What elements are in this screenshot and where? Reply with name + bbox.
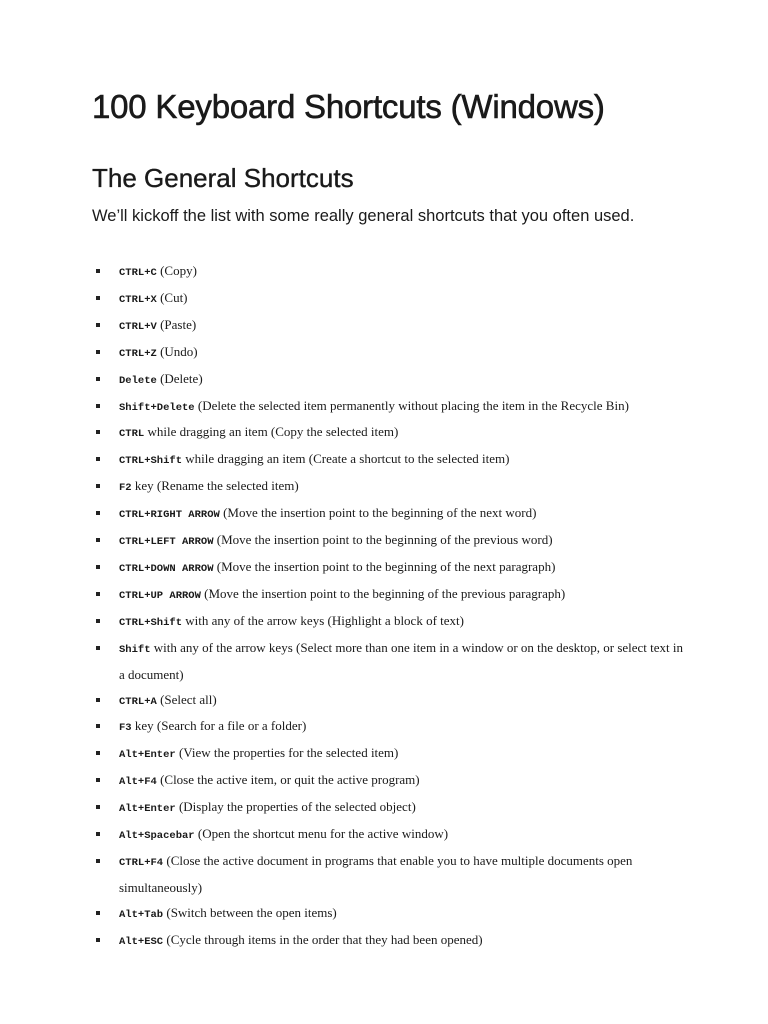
list-item (92, 555, 692, 582)
list-item (92, 609, 692, 636)
list-item (92, 340, 692, 367)
shortcut-key: CTRL+X (119, 293, 157, 306)
shortcut-description: while dragging an item (Copy the selected item) (144, 424, 399, 440)
bullet-icon (96, 859, 100, 863)
list-item (92, 367, 692, 394)
shortcut-description: (Move the insertion point to the beginning of the next paragraph) (213, 558, 556, 574)
shortcut-key: Alt+Enter (119, 749, 176, 762)
shortcut-key: CTRL+RIGHT ARROW (119, 509, 220, 522)
list-item (92, 259, 692, 286)
shortcut-key: Shift+Delete (119, 401, 195, 414)
shortcut-key: CTRL (119, 428, 145, 441)
shortcut-key: CTRL+Shift (119, 616, 183, 629)
bullet-icon (96, 404, 100, 408)
shortcut-key: CTRL+V (119, 320, 157, 333)
shortcut-key: CTRL+UP ARROW (119, 589, 201, 602)
shortcut-key: Alt+Enter (119, 803, 176, 816)
bullet-icon (96, 698, 100, 702)
bullet-icon (96, 751, 100, 755)
list-item (92, 768, 692, 795)
bullet-icon (96, 511, 100, 515)
intro-paragraph: We’ll kickoff the list with some really general shortcuts that you often used. (92, 207, 635, 225)
shortcut-description: key (Rename the selected item) (131, 478, 299, 494)
list-item (92, 501, 692, 528)
bullet-icon (96, 323, 100, 327)
shortcut-description: (Select all) (156, 691, 217, 707)
bullet-icon (96, 832, 100, 836)
shortcut-description: (Move the insertion point to the beginning of the previous paragraph) (200, 585, 566, 601)
shortcut-description: (View the properties for the selected item) (175, 745, 399, 761)
bullet-icon (96, 538, 100, 542)
bullet-icon (96, 430, 100, 434)
list-item (92, 901, 692, 928)
shortcut-description: (Display the properties of the selected object) (175, 799, 416, 815)
shortcut-description: while dragging an item (Create a shortcut to the selected item) (182, 451, 510, 467)
list-item (92, 528, 692, 555)
bullet-icon (96, 457, 100, 461)
shortcut-key: Alt+Spacebar (119, 830, 195, 843)
list-item (92, 420, 692, 447)
bullet-icon (96, 592, 100, 596)
shortcut-description: key (Search for a file or a folder) (131, 718, 307, 734)
list-item (92, 447, 692, 474)
list-item (92, 741, 692, 768)
shortcut-description: with any of the arrow keys (Select more than one item in a window or on the desktop, or select text in a document) (119, 639, 684, 682)
shortcut-description: (Paste) (156, 316, 197, 332)
list-item (92, 313, 692, 340)
bullet-icon (96, 911, 100, 915)
list-item (92, 636, 692, 688)
shortcut-list (92, 259, 692, 955)
shortcut-key: F3 (119, 722, 132, 735)
shortcut-description: (Switch between the open items) (163, 904, 337, 920)
bullet-icon (96, 778, 100, 782)
bullet-icon (96, 377, 100, 381)
list-item (92, 928, 692, 955)
list-item (92, 688, 692, 715)
list-item (92, 474, 692, 501)
page-title: 100 Keyboard Shortcuts (Windows) (92, 88, 605, 125)
bullet-icon (96, 805, 100, 809)
shortcut-key: CTRL+A (119, 695, 157, 708)
list-item (92, 714, 692, 741)
list-item (92, 795, 692, 822)
shortcut-description: (Delete the selected item permanently without placing the item in the Recycle Bin) (194, 397, 629, 413)
bullet-icon (96, 724, 100, 728)
list-item (92, 822, 692, 849)
section-heading: The General Shortcuts (92, 163, 354, 193)
shortcut-description: (Delete) (156, 370, 203, 386)
shortcut-key: CTRL+Z (119, 347, 157, 360)
bullet-icon (96, 938, 100, 942)
bullet-icon (96, 296, 100, 300)
shortcut-description: (Cut) (156, 289, 188, 305)
shortcut-key: F2 (119, 482, 132, 495)
shortcut-key: CTRL+DOWN ARROW (119, 562, 214, 575)
list-item (92, 849, 692, 901)
shortcut-description: (Undo) (156, 343, 198, 359)
shortcut-key: Shift (119, 643, 151, 656)
shortcut-description: (Move the insertion point to the beginning of the next word) (219, 505, 537, 521)
bullet-icon (96, 269, 100, 273)
shortcut-description: with any of the arrow keys (Highlight a block of text) (182, 612, 464, 628)
list-item (92, 394, 692, 421)
shortcut-description: (Cycle through items in the order that they had been opened) (163, 931, 483, 947)
bullet-icon (96, 619, 100, 623)
bullet-icon (96, 565, 100, 569)
list-item (92, 286, 692, 313)
shortcut-key: CTRL+F4 (119, 856, 164, 869)
shortcut-key: CTRL+Shift (119, 455, 183, 468)
shortcut-description: (Move the insertion point to the beginning of the previous word) (213, 532, 553, 548)
bullet-icon (96, 350, 100, 354)
list-item (92, 582, 692, 609)
shortcut-key: Alt+ESC (119, 935, 164, 948)
shortcut-key: Alt+Tab (119, 908, 164, 921)
shortcut-key: Alt+F4 (119, 776, 157, 789)
shortcut-key: CTRL+LEFT ARROW (119, 536, 214, 549)
bullet-icon (96, 646, 100, 650)
shortcut-key: CTRL+C (119, 267, 157, 279)
shortcut-key: Delete (119, 374, 157, 387)
shortcut-description: (Close the active item, or quit the active program) (156, 772, 420, 788)
bullet-icon (96, 484, 100, 488)
shortcut-description: (Open the shortcut menu for the active window) (194, 826, 449, 842)
shortcut-description: (Copy) (156, 263, 197, 278)
shortcut-description: (Close the active document in programs that enable you to have multiple documents open simultaneously) (119, 852, 633, 895)
